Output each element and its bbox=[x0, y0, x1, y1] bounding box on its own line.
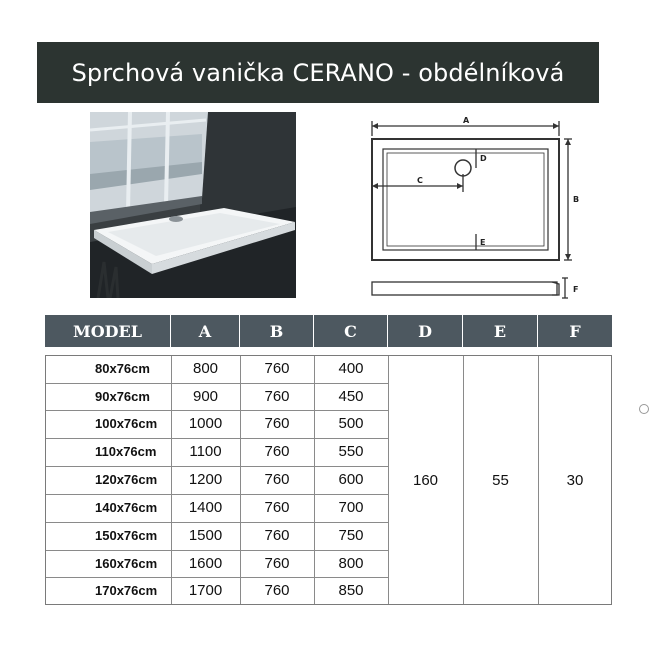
cell-b: 760 bbox=[264, 360, 290, 377]
cell-a: 1200 bbox=[188, 471, 223, 488]
label-f: F bbox=[573, 285, 579, 294]
label-b: B bbox=[573, 195, 580, 204]
col-header-c: C bbox=[314, 315, 388, 347]
cell-c: 550 bbox=[338, 443, 364, 460]
cell-model: 110x76cm bbox=[95, 444, 157, 459]
circle-icon bbox=[639, 404, 649, 414]
row-divider bbox=[45, 383, 388, 384]
cell-model: 160x76cm bbox=[95, 556, 158, 571]
label-a: A bbox=[463, 116, 470, 125]
col-divider bbox=[538, 355, 539, 605]
label-c: C bbox=[417, 176, 423, 185]
cell-b: 760 bbox=[264, 388, 290, 405]
dimension-diagram bbox=[362, 112, 587, 302]
col-header-d: D bbox=[388, 315, 463, 347]
col-header-f: F bbox=[569, 321, 581, 341]
label-e: E bbox=[480, 238, 486, 247]
col-divider bbox=[240, 355, 241, 605]
row-divider bbox=[45, 550, 388, 551]
table-row bbox=[45, 410, 388, 438]
table-row bbox=[45, 355, 388, 383]
row-divider bbox=[45, 522, 388, 523]
cell-c: 600 bbox=[338, 471, 364, 488]
cell-c: 700 bbox=[338, 499, 364, 516]
table-header bbox=[45, 315, 612, 347]
table-row bbox=[45, 438, 388, 466]
cell-model: 150x76cm bbox=[95, 528, 158, 543]
col-header-a: A bbox=[171, 315, 240, 347]
cell-b: 760 bbox=[264, 582, 290, 599]
cell-model: 140x76cm bbox=[95, 500, 158, 515]
cell-c: 450 bbox=[338, 388, 364, 405]
cell-b: 760 bbox=[264, 527, 290, 544]
row-divider bbox=[45, 410, 388, 411]
cell-model: 100x76cm bbox=[95, 416, 158, 431]
table-row bbox=[45, 494, 388, 522]
cell-b: 760 bbox=[264, 443, 290, 460]
col-divider bbox=[463, 355, 464, 605]
row-divider bbox=[45, 577, 388, 578]
cell-a: 800 bbox=[192, 360, 219, 377]
cell-c: 800 bbox=[338, 555, 364, 572]
cell-b: 760 bbox=[264, 471, 290, 488]
page-title: Sprchová vanička CERANO - obdélníková bbox=[71, 58, 565, 87]
table-row bbox=[45, 550, 388, 578]
cell-a: 1700 bbox=[188, 582, 223, 599]
cell-model: 90x76cm bbox=[95, 389, 150, 404]
cell-a: 1100 bbox=[189, 443, 222, 460]
cell-a: 1500 bbox=[188, 527, 223, 544]
cell-b: 760 bbox=[264, 555, 290, 572]
row-divider bbox=[45, 466, 388, 467]
label-d: D bbox=[480, 154, 487, 163]
col-header-model: MODEL bbox=[45, 315, 171, 347]
cell-c: 400 bbox=[338, 360, 364, 377]
dimension-table bbox=[45, 355, 612, 605]
table-row bbox=[45, 522, 388, 550]
cell-f-shared: 30 bbox=[566, 471, 584, 489]
row-divider bbox=[45, 494, 388, 495]
cell-model: 170x76cm bbox=[95, 583, 158, 598]
table-row bbox=[45, 577, 388, 605]
cell-c: 750 bbox=[338, 527, 364, 544]
col-header-e: E bbox=[463, 315, 538, 347]
cell-model: 120x76cm bbox=[95, 472, 158, 487]
cell-b: 760 bbox=[264, 415, 290, 432]
cell-a: 900 bbox=[192, 388, 219, 405]
cell-model: 80x76cm bbox=[95, 361, 150, 376]
col-divider bbox=[314, 355, 315, 605]
cell-c: 500 bbox=[338, 415, 364, 432]
cell-c: 850 bbox=[338, 582, 364, 599]
table-row bbox=[45, 383, 388, 411]
table-row bbox=[45, 466, 388, 494]
col-divider bbox=[171, 355, 172, 605]
cell-a: 1600 bbox=[188, 555, 223, 572]
cell-e-shared: 55 bbox=[492, 471, 509, 489]
col-divider bbox=[388, 355, 389, 605]
row-divider bbox=[45, 438, 388, 439]
cell-a: 1000 bbox=[188, 415, 223, 432]
cell-a: 1400 bbox=[188, 499, 223, 516]
cell-d-shared: 160 bbox=[412, 471, 439, 489]
cell-b: 760 bbox=[264, 499, 290, 516]
col-header-b: B bbox=[240, 315, 314, 347]
product-photo bbox=[90, 112, 296, 298]
title-banner bbox=[37, 42, 599, 103]
